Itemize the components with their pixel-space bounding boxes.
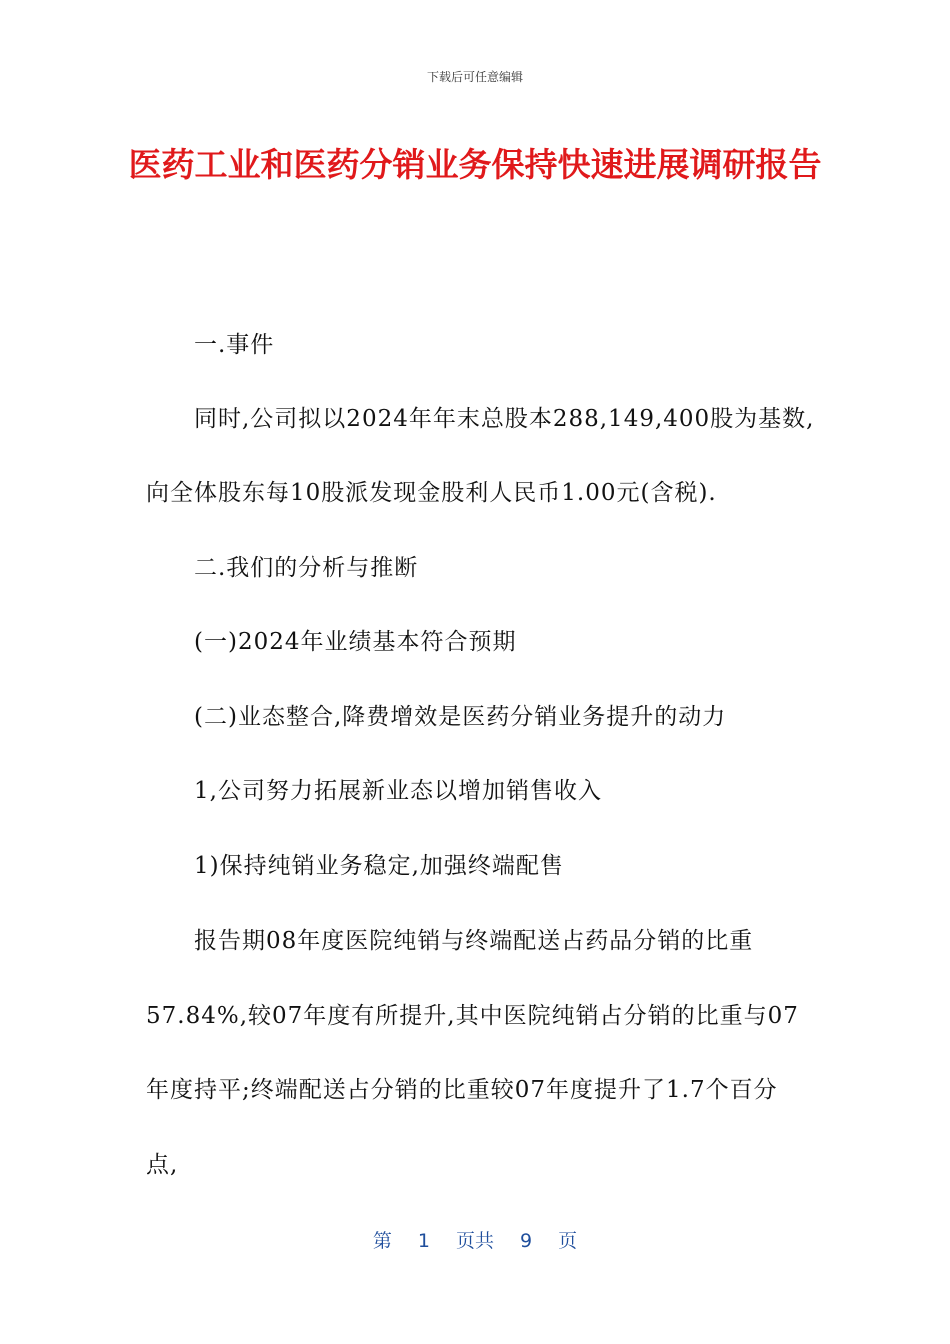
document-title: 医药工业和医药分销业务保持快速进展调研报告 [128,145,822,184]
subsection-heading: (一)2024年业绩基本符合预期 [194,629,517,655]
footer-prefix: 第 [372,1230,392,1252]
total-page-count: 9 [520,1230,533,1252]
list-heading: 1)保持纯销业务稳定,加强终端配售 [194,853,564,879]
section-heading: 二.我们的分析与推断 [194,555,419,581]
footer-suffix: 页 [558,1230,578,1252]
header-note: 下载后可任意编辑 [426,70,523,84]
page-footer [0,1226,950,1253]
current-page-number: 1 [417,1230,430,1252]
subsection-heading: (二)业态整合,降费增效是医药分销业务提升的动力 [194,704,727,730]
paragraph-line: 报告期08年度医院纯销与终端配送占药品分销的比重 [194,928,754,954]
paragraph-line: 点, [146,1152,179,1178]
paragraph-line: 同时,公司拟以2024年年末总股本288,149,400股为基数, [194,406,815,432]
paragraph-line: 57.84%,较07年度有所提升,其中医院纯销占分销的比重与07 [146,1003,799,1029]
paragraph-line: 年度持平;终端配送占分销的比重较07年度提升了1.7个百分 [146,1077,778,1103]
paragraph-line: 向全体股东每10股派发现金股利人民币1.00元(含税). [146,480,717,506]
footer-mid: 页共 [455,1230,494,1252]
list-heading: 1,公司努力拓展新业态以增加销售收入 [194,778,602,804]
section-heading: 一.事件 [194,332,275,358]
